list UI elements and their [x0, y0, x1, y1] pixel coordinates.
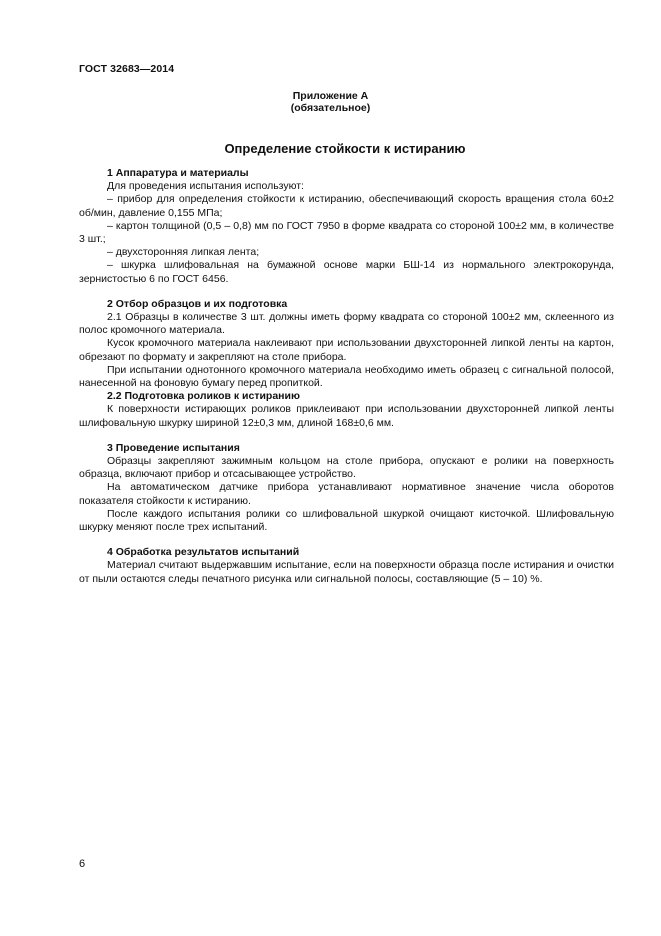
- paragraph: Для проведения испытания используют:: [107, 180, 304, 193]
- paragraph: Кусок кромочного материала наклеивают при использовании двухсторонней липкой ленты на картон, обрезают по формату и закрепляют на столе прибора.: [79, 337, 614, 363]
- paragraph: Образцы закрепляют зажимным кольцом на столе прибора, опускают е ролики на поверхность образца, включают прибор и отсасывающее устройство.: [79, 455, 614, 481]
- document-body: [79, 167, 614, 586]
- subsection-2-2-heading: 2.2 Подготовка роликов к истиранию: [107, 390, 300, 403]
- paragraph: Материал считают выдержавшим испытание, если на поверхности образца после истирания и очистки от пыли остаются следы печатного рисунка или сигнальной полосы, составляющие (5 – 10) %.: [79, 559, 614, 585]
- list-item: – шкурка шлифовальная на бумажной основе марки БШ-14 из нормального электрокорунда, зернистостью 6 по ГОСТ 6456.: [79, 259, 614, 285]
- appendix-status: (обязательное): [290, 102, 371, 114]
- paragraph: При испытании однотонного кромочного материала необходимо иметь образец с сигнальной полосой, нанесенной на фоновую бумагу перед пропиткой.: [79, 363, 614, 390]
- section-4-heading: 4 Обработка результатов испытаний: [107, 546, 300, 559]
- standard-code: ГОСТ 32683—2014: [79, 63, 175, 75]
- list-item: – прибор для определения стойкости к истиранию, обеспечивающий скорость вращения стола 60±2 об/мин, давление 0,155 МПа;: [79, 193, 614, 219]
- section-3-heading: 3 Проведение испытания: [107, 441, 240, 454]
- list-item: – картон толщиной (0,5 – 0,8) мм по ГОСТ 7950 в форме квадрата со стороной 100±2 мм, в количестве 3 шт.;: [79, 219, 614, 246]
- section-2-heading: 2 Отбор образцов и их подготовка: [107, 297, 288, 310]
- list-item: – двухсторонняя липкая лента;: [107, 246, 260, 259]
- section-1-heading: 1 Аппаратура и материалы: [107, 167, 249, 179]
- paragraph: 2.1 Образцы в количестве 3 шт. должны иметь форму квадрата со стороной 100±2 мм, склеенного из полос кромочного материала.: [79, 311, 614, 337]
- paragraph: К поверхности истирающих роликов приклеивают при использовании двухсторонней липкой ленты шлифовальную шкурку шириной 12±0,3 мм, длиной 168±0,6 мм.: [79, 403, 614, 429]
- appendix-label: Приложение А: [292, 90, 369, 102]
- page-title: Определение стойкости к истиранию: [224, 141, 466, 156]
- paragraph: На автоматическом датчике прибора устанавливают нормативное значение числа оборотов показателя стойкости к истиранию.: [79, 481, 614, 507]
- paragraph: После каждого испытания ролики со шлифовальной шкуркой очищают кисточкой. Шлифовальную шкурку меняют после трех испытаний.: [79, 507, 614, 534]
- page-number: 6: [79, 858, 86, 870]
